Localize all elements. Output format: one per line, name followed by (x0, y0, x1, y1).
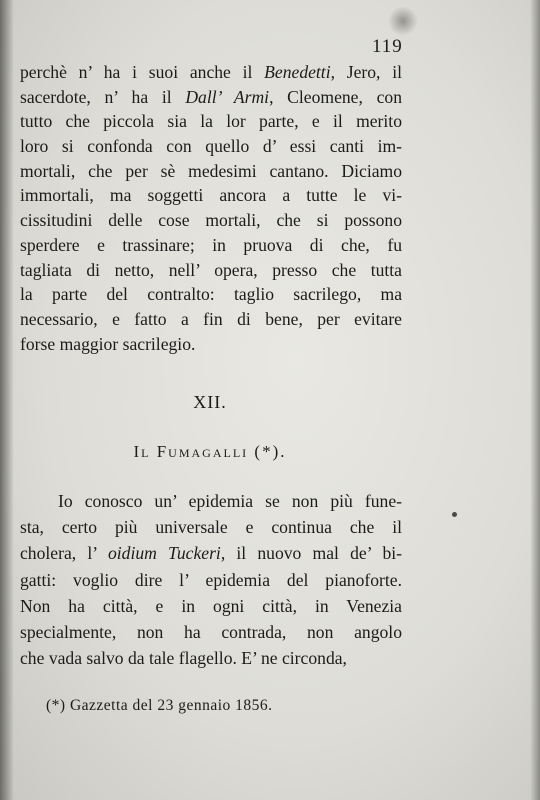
ink-speck (452, 512, 457, 517)
text-run: specialmente, non ha contrada, non angolo (20, 621, 402, 642)
text-line (20, 60, 402, 85)
text-run: mortali, che per sè medesimi cantano. Diciamo (20, 160, 402, 181)
text-run: Io conosco un’ epidemia se non più fune- (58, 491, 402, 511)
italic-text: oidium Tuckeri (107, 543, 221, 564)
text-run: perchè n’ ha i suoi anche il (20, 62, 265, 82)
text-run: sacerdote, n’ ha il (20, 86, 186, 107)
text-line (20, 619, 402, 645)
italic-text: Benedetti (264, 62, 331, 82)
text-run: sta, certo più universale e continua che il (20, 517, 402, 538)
text-run: tutto che piccola sia la lor parte, e il merito (20, 111, 402, 132)
text-run: cholera, l’ (20, 543, 108, 564)
text-run: sperdere e trassinare; in pruova di che, fu (20, 234, 402, 255)
text-line (20, 332, 402, 357)
text-line (20, 307, 402, 332)
footnote: (*) Gazzetta del 23 gennaio 1856. (46, 697, 273, 714)
text-line (20, 593, 402, 619)
text-line (20, 183, 402, 208)
text-run: Non ha città, e in ogni città, in Venezia (20, 595, 402, 616)
section-title: Il Fumagalli (*). (133, 442, 287, 461)
text-line (20, 233, 402, 258)
text-run: la parte del contralto: taglio sacrilego, ma (20, 284, 402, 305)
text-run: loro si confonda con quello d’ essi canti im- (20, 136, 402, 157)
text-line (20, 208, 402, 233)
paragraph-continuation (20, 60, 402, 356)
text-run: cissitudini delle cose mortali, che si possono (20, 210, 402, 231)
text-run: che vada salvo da tale flagello. E’ ne circonda, (20, 648, 347, 669)
text-line (20, 645, 402, 671)
text-run: gatti: voglio dire l’ epidemia del pianoforte. (20, 569, 402, 590)
text-run: tagliata di netto, nell’ opera, presso che tutta (20, 259, 402, 280)
text-run: necessario, e fatto a fin di bene, per evitare (20, 308, 402, 329)
text-run: forse maggior sacrilegio. (20, 333, 196, 354)
text-run: , Cleomene, con (269, 86, 402, 107)
text-run: immortali, ma soggetti ancora a tutte le vi- (20, 185, 402, 206)
text-line (20, 85, 402, 110)
page-edge-shadow (530, 0, 540, 800)
text-line (20, 540, 402, 566)
section-number: XII. (193, 392, 227, 412)
text-line (20, 567, 402, 593)
text-line (20, 109, 402, 134)
text-run: , Jero, il (330, 62, 402, 82)
text-line (20, 134, 402, 159)
paragraph-opening (20, 488, 402, 671)
text-line (20, 258, 402, 283)
italic-text: Dall’ Armi (185, 86, 270, 107)
text-line (20, 159, 402, 184)
text-run: , il nuovo mal de’ bi- (220, 543, 402, 564)
text-line (20, 514, 402, 540)
ink-blot (388, 6, 418, 36)
text-line (20, 488, 402, 514)
page-number: 119 (372, 36, 403, 57)
text-line (20, 282, 402, 307)
